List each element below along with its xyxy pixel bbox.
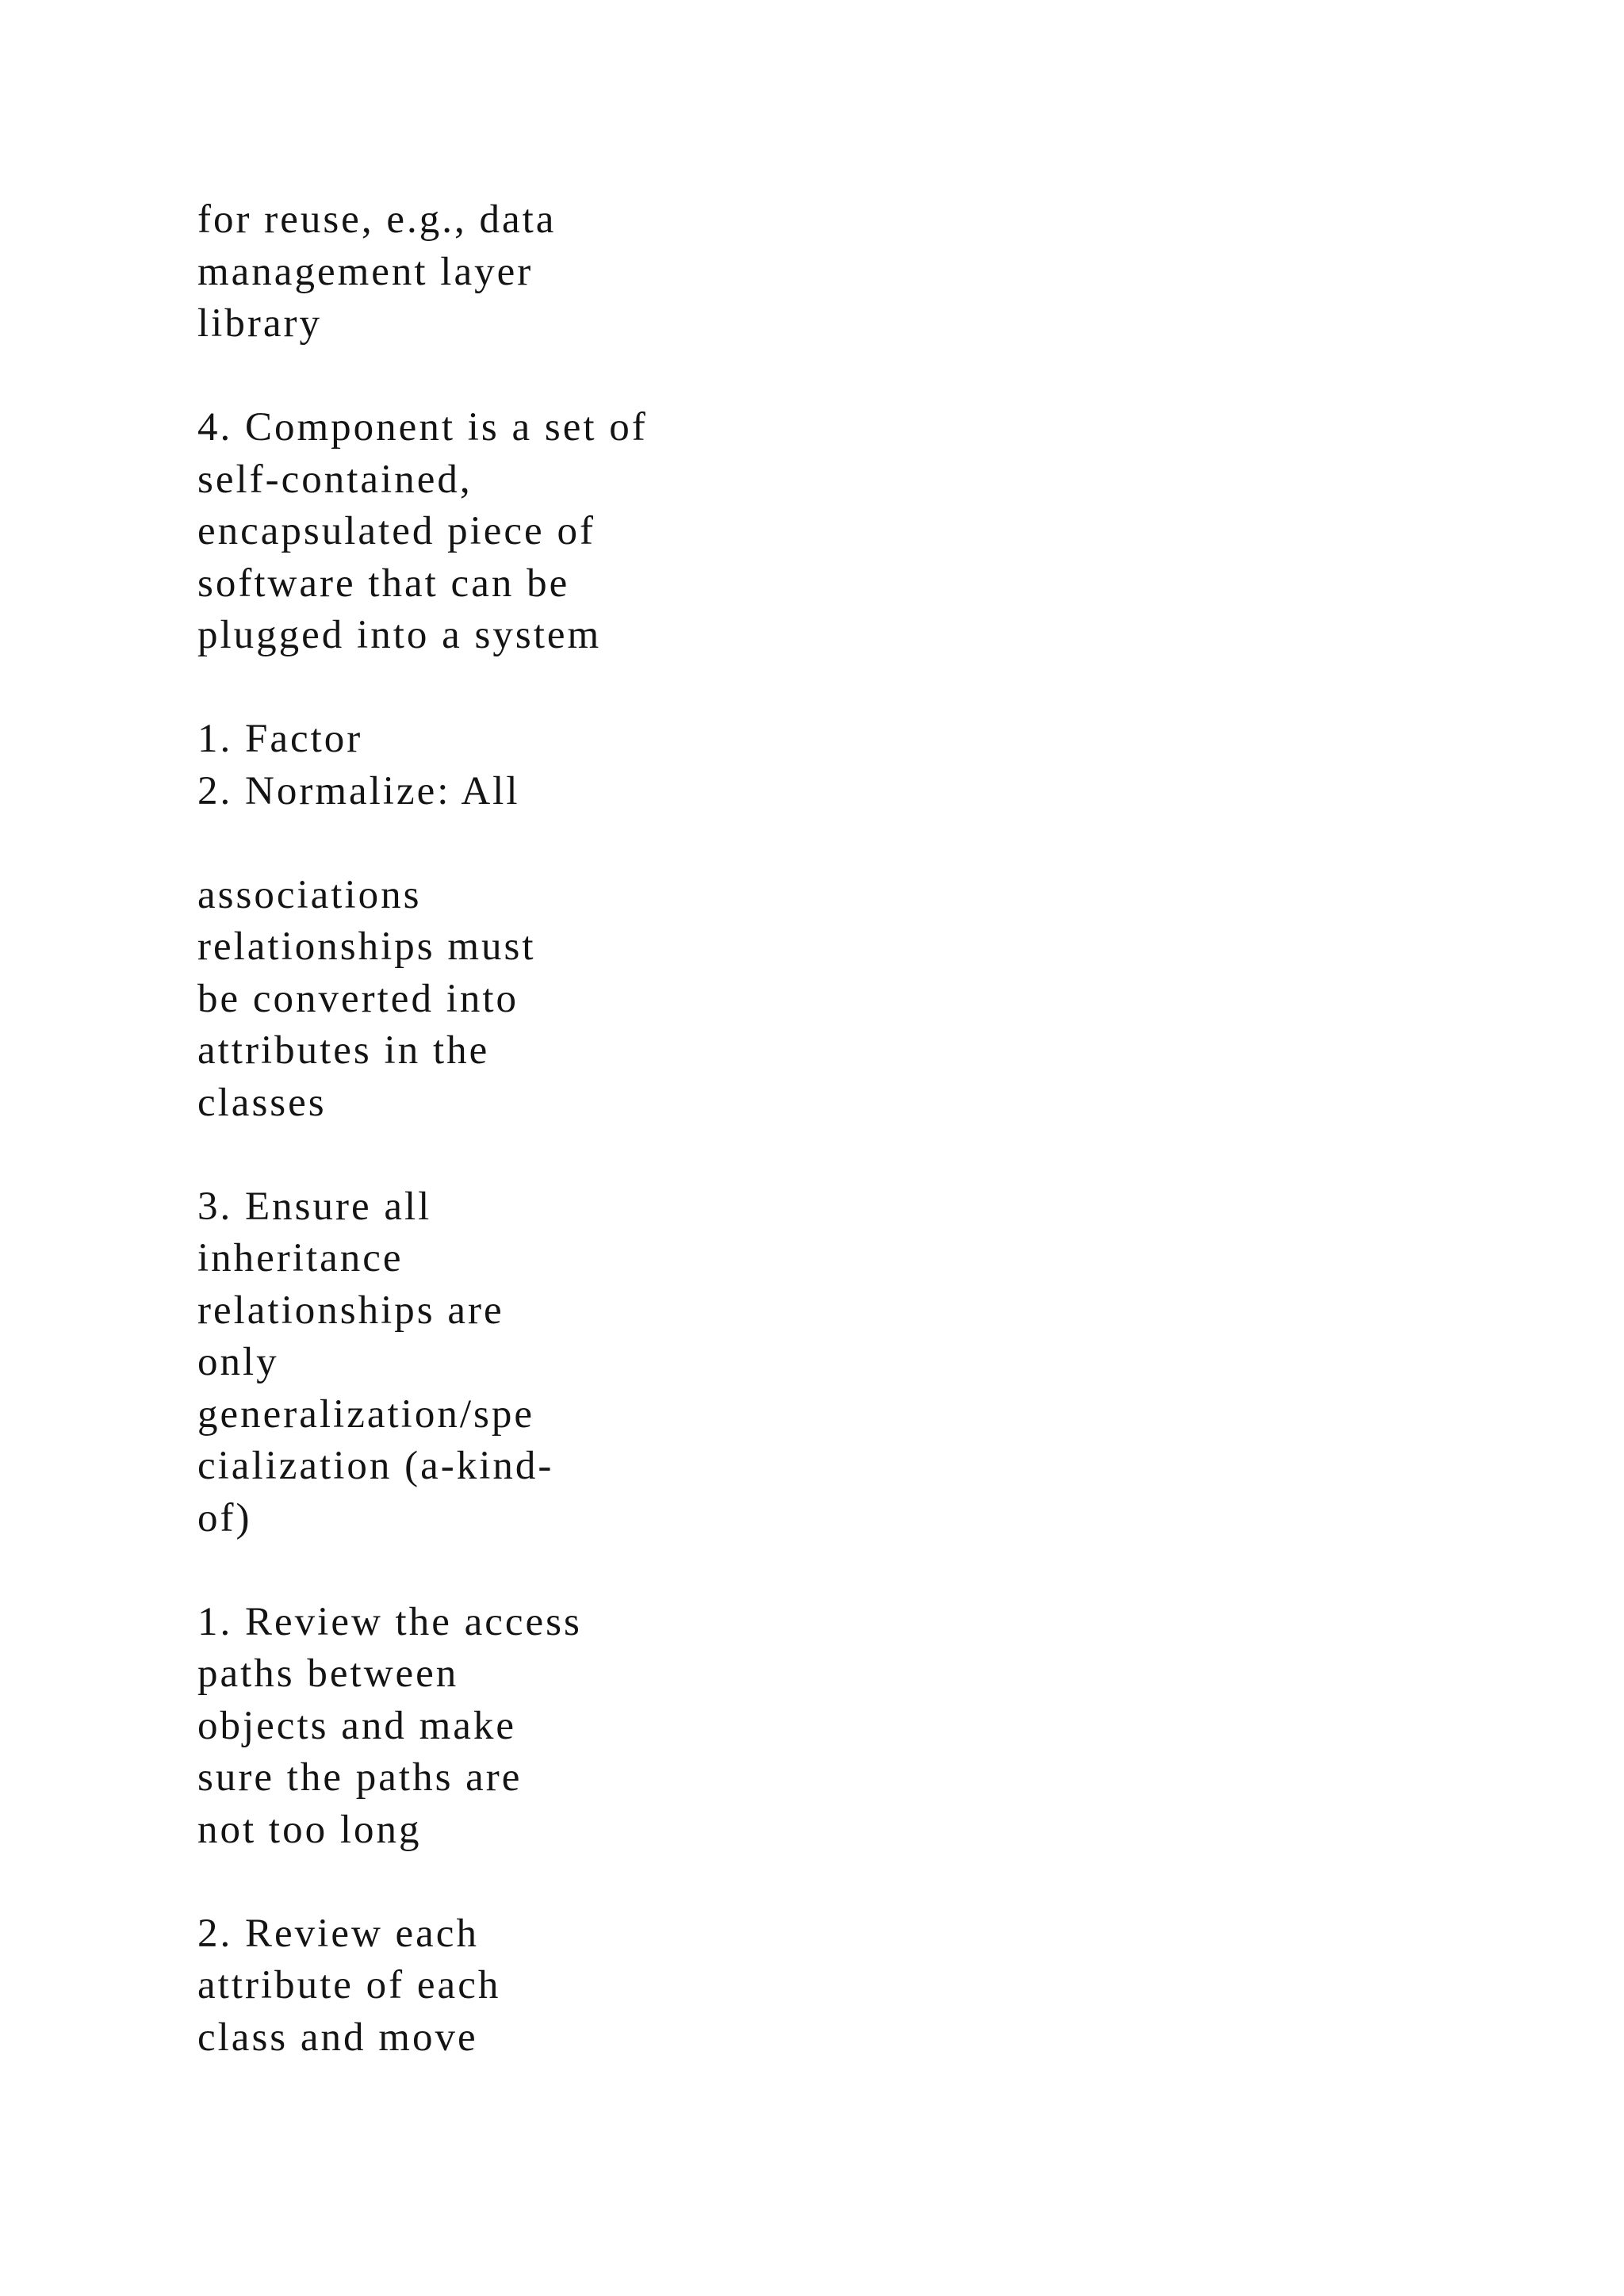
text-line: sure the paths are xyxy=(197,1755,523,1800)
text-line: 2. Normalize: All xyxy=(197,768,520,813)
text-line: paths between xyxy=(197,1651,459,1696)
text-line: library xyxy=(197,301,322,346)
text-line: attribute of each xyxy=(197,1963,501,2007)
paragraph-component xyxy=(197,402,1387,662)
text-line: cialization (a-kind- xyxy=(197,1444,554,1488)
text-line: be converted into xyxy=(197,976,519,1021)
text-line: objects and make xyxy=(197,1703,517,1748)
text-line: relationships are xyxy=(197,1288,504,1333)
text-line: 1. Factor xyxy=(197,717,363,761)
paragraph-reuse xyxy=(197,194,1387,350)
text-line: generalization/spe xyxy=(197,1391,534,1437)
document-body xyxy=(197,194,1387,2116)
paragraph-associations xyxy=(197,870,1387,1130)
text-line: management layer xyxy=(197,249,534,294)
text-line: inheritance xyxy=(197,1236,404,1280)
paragraph-factor-normalize xyxy=(197,714,1387,817)
text-line: attributes in the xyxy=(197,1028,490,1073)
paragraph-access-paths xyxy=(197,1597,1387,1857)
text-line: classes xyxy=(197,1080,327,1125)
paragraph-review-attributes xyxy=(197,1908,1387,2064)
text-line: associations xyxy=(197,872,422,917)
text-line: software that can be xyxy=(197,561,570,606)
text-line: of) xyxy=(197,1495,252,1540)
text-line: class and move xyxy=(197,2015,478,2060)
text-line: for reuse, e.g., data xyxy=(197,197,557,242)
text-line: not too long xyxy=(197,1807,422,1852)
text-line: 3. Ensure all xyxy=(197,1184,432,1229)
text-line: only xyxy=(197,1340,279,1384)
text-line: self-contained, xyxy=(197,457,473,502)
text-line: 1. Review the access xyxy=(197,1599,582,1644)
text-line: 2. Review each xyxy=(197,1911,479,1956)
text-line: encapsulated piece of xyxy=(197,509,596,553)
text-line: relationships must xyxy=(197,924,536,969)
text-line: plugged into a system xyxy=(197,613,602,657)
text-line: 4. Component is a set of xyxy=(197,405,648,450)
paragraph-inheritance xyxy=(197,1181,1387,1545)
